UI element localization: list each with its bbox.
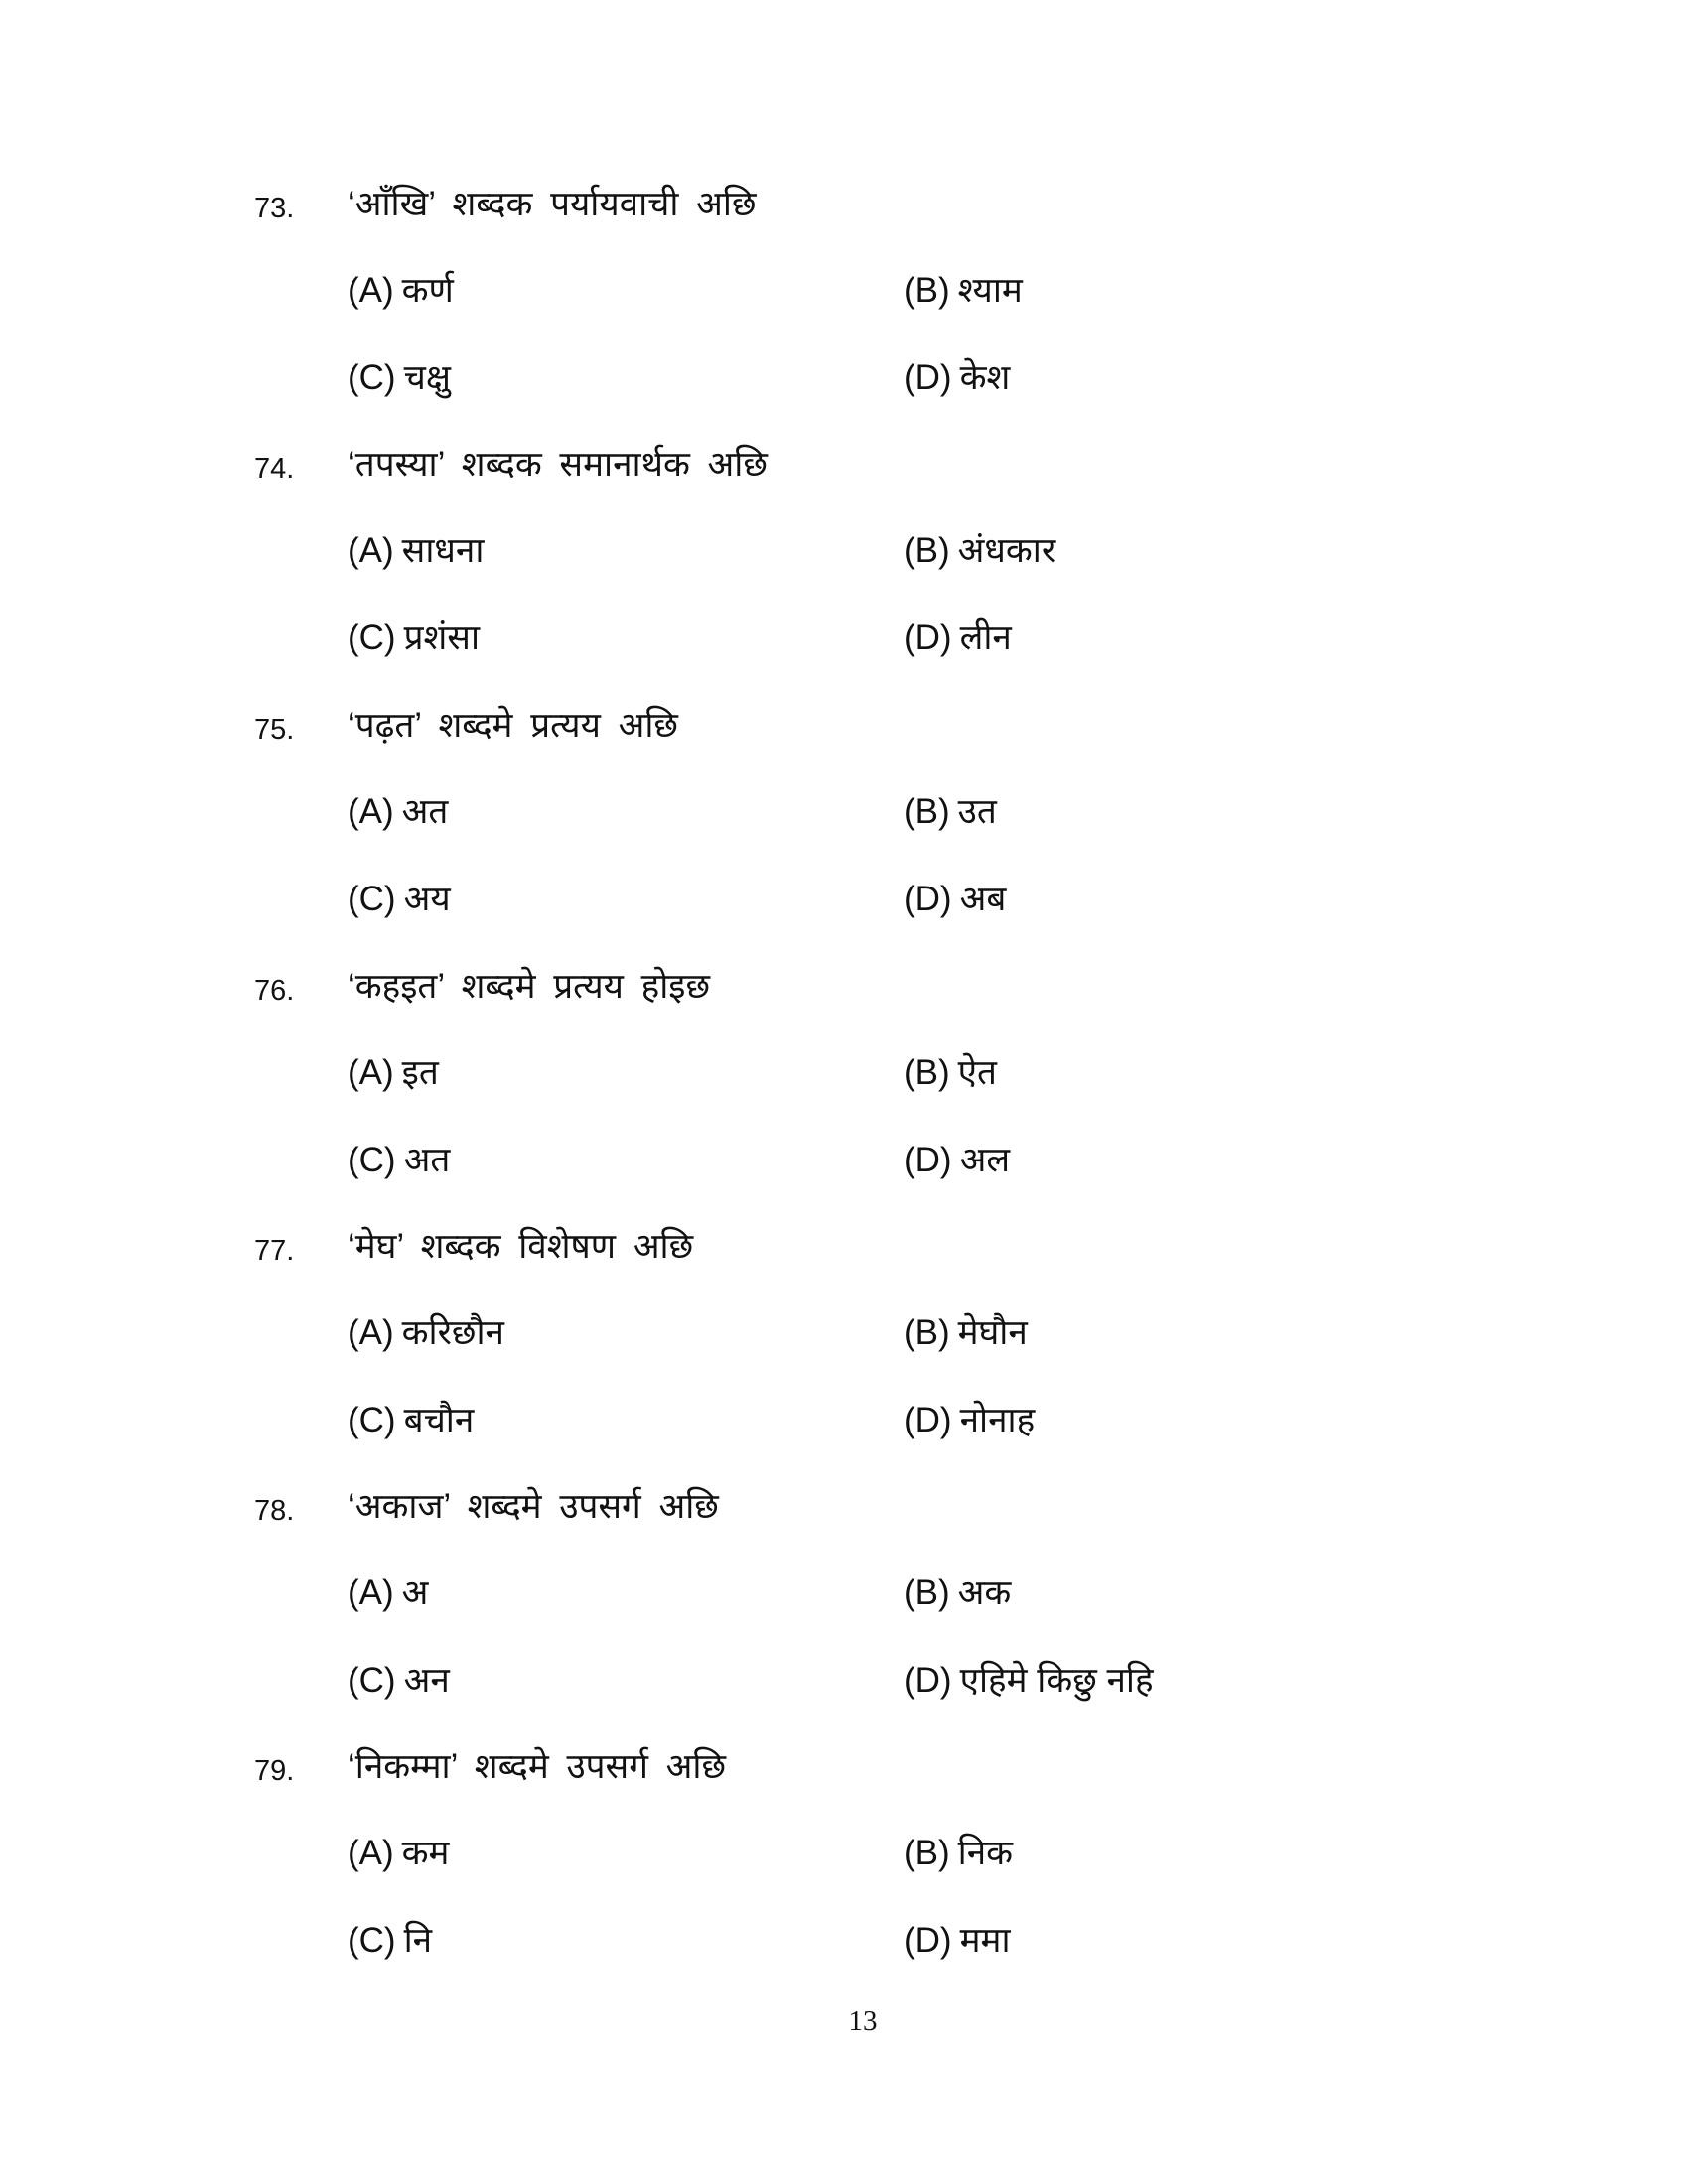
option-label: (A) <box>348 531 394 570</box>
option-text: अक <box>957 1573 1012 1612</box>
question-number: 77. <box>254 1235 295 1267</box>
option-text: साधना <box>401 531 485 570</box>
option-c[interactable] <box>348 1139 450 1182</box>
option-b[interactable] <box>904 1571 1011 1615</box>
option-label: (B) <box>904 271 950 310</box>
option-b[interactable] <box>904 1832 1013 1875</box>
option-text: बचौन <box>403 1401 475 1439</box>
option-label: (B) <box>904 531 950 570</box>
option-d[interactable] <box>904 1919 1011 1963</box>
option-label: (C) <box>348 1661 396 1700</box>
option-c[interactable] <box>348 616 480 660</box>
option-c[interactable] <box>348 1919 432 1963</box>
option-d[interactable] <box>904 616 1012 660</box>
question-number: 75. <box>254 714 295 746</box>
option-text: कम <box>401 1834 450 1872</box>
option-label: (A) <box>348 1834 394 1872</box>
option-b[interactable] <box>904 1051 997 1095</box>
question-text: ‘अकाज’ शब्दमे उपसर्ग अछि <box>348 1487 719 1526</box>
option-c[interactable] <box>348 1659 450 1703</box>
option-a[interactable] <box>348 269 454 313</box>
option-text: अब <box>959 880 1007 918</box>
option-label: (C) <box>348 1141 396 1179</box>
option-b[interactable] <box>904 790 997 834</box>
question-number: 78. <box>254 1495 295 1527</box>
option-label: (A) <box>348 1313 394 1352</box>
option-d[interactable] <box>904 878 1006 921</box>
question-77 <box>0 1227 1688 1509</box>
option-label: (D) <box>904 1141 952 1179</box>
option-text: ममा <box>959 1921 1011 1960</box>
option-label: (B) <box>904 792 950 831</box>
option-text: अल <box>959 1141 1011 1179</box>
question-text: ‘निकम्मा’ शब्दमे उपसर्ग अछि <box>348 1747 726 1786</box>
option-label: (B) <box>904 1573 950 1612</box>
option-text: कर्ण <box>401 271 454 310</box>
option-a[interactable] <box>348 1051 439 1095</box>
question-number: 73. <box>254 193 295 224</box>
option-a[interactable] <box>348 529 484 573</box>
option-c[interactable] <box>348 356 451 400</box>
question-text: ‘कहइत’ शब्दमे प्रत्यय होइछ <box>348 967 711 1006</box>
option-a[interactable] <box>348 790 448 834</box>
option-text: अंधकार <box>957 531 1056 570</box>
option-b[interactable] <box>904 1311 1028 1355</box>
option-label: (A) <box>348 271 394 310</box>
option-label: (C) <box>348 358 396 397</box>
option-text: अन <box>403 1661 450 1700</box>
option-label: (B) <box>904 1053 950 1092</box>
option-label: (C) <box>348 618 396 657</box>
option-label: (D) <box>904 1921 952 1960</box>
question-text: ‘आँखि’ शब्दक पर्यायवाची अछि <box>348 185 757 223</box>
option-label: (D) <box>904 618 952 657</box>
option-c[interactable] <box>348 878 451 921</box>
option-text: करिछौन <box>401 1313 504 1352</box>
option-label: (B) <box>904 1313 950 1352</box>
option-text: उत <box>957 792 997 831</box>
question-73 <box>0 185 1688 467</box>
option-text: निक <box>957 1834 1014 1872</box>
option-label: (A) <box>348 1053 394 1092</box>
option-b[interactable] <box>904 269 1023 313</box>
option-text: मेघौन <box>957 1313 1028 1352</box>
option-label: (C) <box>348 1401 396 1439</box>
option-text: एहिमे किछु नहि <box>959 1661 1154 1700</box>
question-text: ‘पढ़त’ शब्दमे प्रत्यय अछि <box>348 706 678 745</box>
option-d[interactable] <box>904 1659 1154 1703</box>
option-text: अत <box>403 1141 451 1179</box>
question-75 <box>0 706 1688 988</box>
option-text: नोनाह <box>959 1401 1036 1439</box>
question-text: ‘मेघ’ शब्दक विशेषण अछि <box>348 1227 694 1266</box>
option-label: (D) <box>904 1401 952 1439</box>
option-a[interactable] <box>348 1571 428 1615</box>
option-d[interactable] <box>904 1399 1035 1442</box>
option-text: प्रशंसा <box>403 618 481 657</box>
question-number: 74. <box>254 453 295 484</box>
page-number: 13 <box>848 2005 878 2037</box>
option-label: (B) <box>904 1834 950 1872</box>
option-text: अय <box>403 880 451 918</box>
option-label: (A) <box>348 1573 394 1612</box>
question-text: ‘तपस्या’ शब्दक समानार्थक अछि <box>348 445 768 483</box>
option-label: (A) <box>348 792 394 831</box>
option-text: केश <box>959 358 1011 397</box>
option-d[interactable] <box>904 1139 1010 1182</box>
option-label: (C) <box>348 880 396 918</box>
option-label: (C) <box>348 1921 396 1960</box>
question-number: 76. <box>254 975 295 1007</box>
option-d[interactable] <box>904 356 1010 400</box>
option-label: (D) <box>904 1661 952 1700</box>
question-number: 79. <box>254 1755 295 1787</box>
option-text: लीन <box>959 618 1012 657</box>
option-text: नि <box>403 1921 433 1960</box>
question-78 <box>0 1487 1688 1769</box>
option-text: अत <box>401 792 449 831</box>
option-label: (D) <box>904 880 952 918</box>
option-a[interactable] <box>348 1832 449 1875</box>
option-b[interactable] <box>904 529 1055 573</box>
option-label: (D) <box>904 358 952 397</box>
option-a[interactable] <box>348 1311 504 1355</box>
option-c[interactable] <box>348 1399 474 1442</box>
question-79 <box>0 1747 1688 2029</box>
question-76 <box>0 967 1688 1249</box>
option-text: इत <box>401 1053 439 1092</box>
option-text: ऐत <box>957 1053 997 1092</box>
option-text: चक्षु <box>403 358 451 397</box>
question-74 <box>0 445 1688 727</box>
option-text: अ <box>401 1573 429 1612</box>
option-text: श्याम <box>957 271 1023 310</box>
